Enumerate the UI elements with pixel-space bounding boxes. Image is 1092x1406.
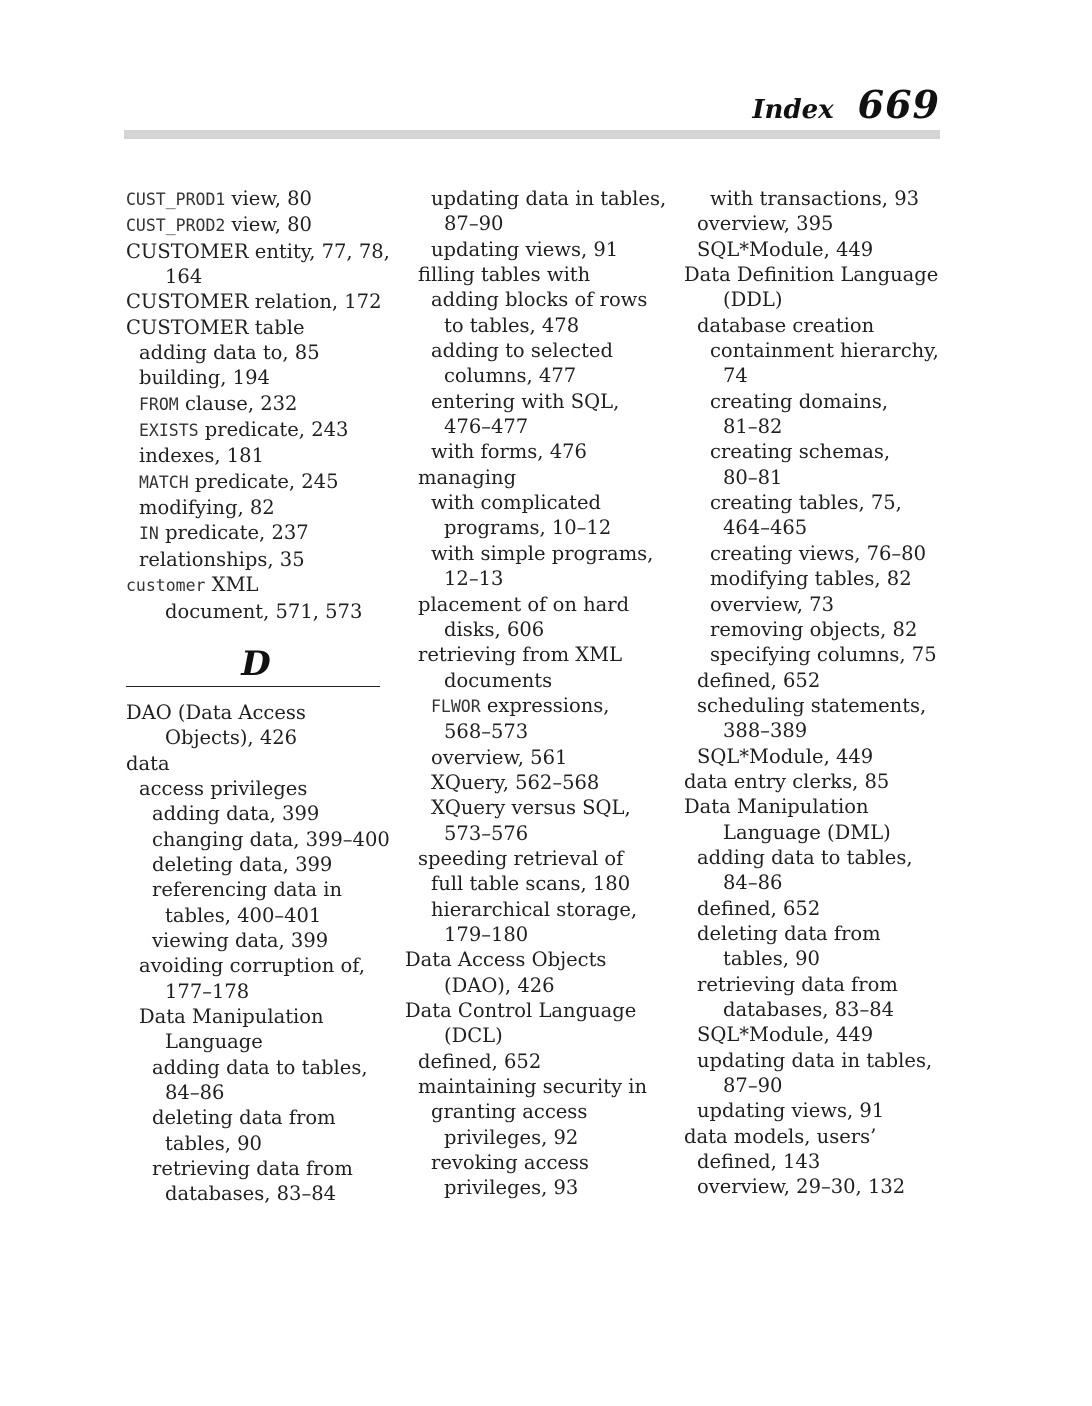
- entry-text: 87–90: [723, 1074, 783, 1098]
- index-entry: [684, 972, 944, 997]
- entry-text: 177–178: [165, 979, 250, 1003]
- index-entry: [126, 877, 386, 902]
- entry-text: managing: [418, 465, 517, 489]
- index-entry: [684, 439, 944, 464]
- index-entry: [684, 515, 944, 540]
- entry-text: filling tables with: [418, 263, 591, 287]
- entry-text: XQuery versus SQL,: [431, 796, 631, 820]
- index-entry: [405, 1099, 675, 1124]
- index-entry: [126, 469, 386, 495]
- index-entry: [684, 1098, 944, 1123]
- index-entry: [684, 794, 944, 819]
- entry-text: to tables, 478: [444, 313, 580, 337]
- entry-text: adding blocks of rows: [431, 288, 648, 312]
- entry-text: updating data in tables,: [697, 1048, 933, 1072]
- entry-text: defined, 652: [418, 1049, 542, 1073]
- entry-text: view, 80: [225, 213, 312, 237]
- entry-code-term: IN: [139, 524, 159, 544]
- entry-text: programs, 10–12: [444, 516, 612, 540]
- entry-text: CUSTOMER relation, 172: [126, 290, 382, 314]
- index-entry: [405, 1175, 675, 1200]
- entry-text: 84–86: [165, 1081, 225, 1104]
- index-entry: [684, 237, 944, 262]
- entry-text: with simple programs,: [431, 541, 654, 565]
- section-rule: [126, 686, 380, 687]
- entry-text: databases, 83–84: [723, 998, 895, 1021]
- entry-code-term: EXISTS: [139, 421, 199, 441]
- index-entry: [405, 973, 675, 998]
- index-entry: [684, 363, 944, 388]
- entry-text: databases, 83–84: [165, 1182, 337, 1206]
- index-entry: [684, 744, 944, 769]
- index-entry: [405, 414, 675, 439]
- entry-text: changing data, 399–400: [152, 827, 390, 851]
- entry-text: entering with SQL,: [431, 389, 620, 413]
- section-letter: D: [241, 643, 271, 684]
- entry-text: creating domains,: [710, 389, 889, 413]
- entry-text: DAO (Data Access: [126, 700, 306, 724]
- entry-text: access privileges: [139, 776, 308, 800]
- index-entry: [126, 751, 386, 776]
- index-entry: [126, 1080, 386, 1105]
- index-entry: [684, 1149, 944, 1174]
- entry-text: Language (DML): [723, 820, 891, 844]
- entry-text: Data Manipulation: [139, 1004, 324, 1028]
- index-entry: [405, 313, 675, 338]
- entry-text: overview, 395: [697, 212, 834, 236]
- index-entry: [684, 338, 944, 363]
- index-entry: [126, 315, 386, 340]
- index-entry: [126, 801, 386, 826]
- index-entry: [684, 313, 944, 338]
- index-entry: [405, 1074, 675, 1099]
- index-entry: [126, 1181, 386, 1206]
- index-entry: [684, 1124, 944, 1149]
- entry-text: data: [126, 751, 170, 775]
- entry-text: 80–81: [723, 465, 783, 489]
- entry-text: updating views, 91: [697, 1099, 885, 1123]
- index-entry: [405, 821, 675, 846]
- entry-text: privileges, 93: [444, 1176, 579, 1200]
- index-entry: [405, 541, 675, 566]
- entry-text: XQuery, 562–568: [431, 770, 600, 794]
- entry-text: overview, 561: [431, 745, 568, 769]
- index-entry: [126, 700, 386, 725]
- index-entry: [126, 953, 386, 978]
- index-entry: [405, 770, 675, 795]
- entry-text: deleting data, 399: [152, 852, 333, 876]
- entry-code-term: CUST_PROD1: [126, 190, 226, 209]
- entry-text: XML: [205, 573, 259, 597]
- entry-text: Data Access Objects: [405, 948, 607, 972]
- index-entry: [126, 572, 386, 598]
- page-number: 669: [857, 82, 940, 127]
- index-entry: [405, 871, 675, 896]
- entry-text: 87–90: [444, 212, 504, 236]
- entry-text: 164: [165, 265, 203, 289]
- index-entry: [684, 693, 944, 718]
- entry-text: retrieving data from: [152, 1157, 353, 1181]
- index-entry: [126, 1131, 386, 1156]
- entry-text: deleting data from: [152, 1106, 336, 1130]
- entry-text: indexes, 181: [139, 444, 264, 468]
- index-entry: [126, 776, 386, 801]
- index-entry: [684, 1022, 944, 1047]
- index-entry: [684, 769, 944, 794]
- index-entry: [405, 1150, 675, 1175]
- index-entry: [405, 745, 675, 770]
- entry-text: with forms, 476: [431, 440, 587, 464]
- entry-text: Language: [165, 1030, 263, 1054]
- entry-code-term: FLWOR: [431, 696, 481, 716]
- index-entry: [684, 921, 944, 946]
- index-entry: [126, 365, 386, 390]
- entry-code-term: CUST_PROD2: [126, 216, 226, 236]
- index-entry: [405, 515, 675, 540]
- index-entry: [405, 211, 675, 236]
- entry-text: Data Definition Language: [684, 263, 939, 287]
- index-entry: [405, 338, 675, 363]
- index-column-1: [126, 186, 390, 1207]
- index-entry: [405, 592, 675, 617]
- entry-text: data models, users’: [684, 1124, 877, 1148]
- entry-text: 476–477: [444, 415, 529, 439]
- index-entry: [684, 186, 944, 211]
- index-entry: [405, 947, 675, 972]
- entry-text: adding data to tables,: [152, 1055, 368, 1079]
- entry-text: database creation: [697, 313, 875, 337]
- index-entry: [126, 443, 386, 468]
- entry-text: documents: [444, 668, 553, 692]
- entry-text: specifying columns, 75: [710, 643, 937, 667]
- entry-text: full table scans, 180: [431, 872, 631, 896]
- index-entry: [684, 946, 944, 971]
- page-header: [124, 70, 940, 140]
- entry-text: adding to selected: [431, 339, 613, 363]
- entry-text: retrieving from XML: [418, 643, 623, 667]
- index-entry: [684, 997, 944, 1022]
- index-entry: [126, 599, 386, 624]
- entry-text: deleting data from: [697, 921, 881, 945]
- entry-text: 84–86: [723, 871, 783, 895]
- entry-text: referencing data in: [152, 878, 343, 902]
- index-entry: [405, 846, 675, 871]
- index-entry: [405, 719, 675, 744]
- index-entry: [684, 262, 944, 287]
- index-entry: [684, 541, 944, 566]
- index-entry: [126, 264, 386, 289]
- entry-text: CUSTOMER table: [126, 315, 305, 339]
- header-text: [752, 82, 940, 127]
- entry-text: clause, 232: [178, 391, 298, 415]
- header-rule: [124, 130, 940, 139]
- index-entry: [684, 566, 944, 591]
- entry-text: defined, 652: [697, 668, 821, 692]
- index-entry: [126, 520, 386, 546]
- index-entry: [684, 896, 944, 921]
- entry-text: creating tables, 75,: [710, 491, 902, 515]
- index-entry: [126, 852, 386, 877]
- entry-text: tables, 90: [723, 947, 820, 971]
- entry-text: Data Control Language: [405, 999, 637, 1022]
- entry-text: Objects), 426: [165, 726, 298, 750]
- entry-text: overview, 73: [710, 592, 834, 616]
- index-entry: [126, 1055, 386, 1080]
- entry-text: tables, 400–401: [165, 903, 322, 927]
- entry-text: removing objects, 82: [710, 617, 918, 641]
- entry-text: predicate, 245: [188, 469, 339, 493]
- index-entry: [684, 490, 944, 515]
- index-entry: [126, 928, 386, 953]
- index-entry: [126, 340, 386, 365]
- index-entry: [126, 903, 386, 928]
- index-entry: [405, 642, 675, 667]
- entry-text: granting access: [431, 1100, 588, 1124]
- index-entry: [126, 979, 386, 1004]
- index-entry: [126, 417, 386, 443]
- entry-text: CUSTOMER entity, 77, 78,: [126, 239, 390, 263]
- entry-text: creating views, 76–80: [710, 541, 926, 565]
- entry-code-term: customer: [126, 576, 206, 596]
- index-entry: [126, 547, 386, 572]
- entry-text: creating schemas,: [710, 440, 891, 464]
- entry-text: modifying, 82: [139, 496, 275, 520]
- entry-text: updating views, 91: [431, 237, 619, 261]
- index-entry: [405, 465, 675, 490]
- index-entry: [126, 239, 390, 264]
- index-entry: [405, 566, 675, 591]
- index-entry: [684, 642, 944, 667]
- entry-text: 179–180: [444, 922, 529, 946]
- entry-text: data entry clerks, 85: [684, 769, 890, 793]
- index-entry: [126, 212, 386, 238]
- index-entry: [405, 237, 675, 262]
- entry-text: overview, 29–30, 132: [697, 1175, 906, 1199]
- entry-text: placement of on hard: [418, 592, 630, 616]
- entry-text: privileges, 92: [444, 1125, 579, 1149]
- index-entry: [405, 922, 675, 947]
- entry-text: SQL*Module, 449: [697, 1023, 874, 1047]
- index-entry: [684, 617, 944, 642]
- index-entry: [684, 870, 944, 895]
- index-entry: [405, 897, 675, 922]
- entry-text: defined, 652: [697, 896, 821, 920]
- index-entry: [684, 389, 944, 414]
- entry-text: predicate, 243: [198, 418, 349, 442]
- entry-text: scheduling statements,: [697, 693, 927, 717]
- entry-text: SQL*Module, 449: [697, 237, 874, 261]
- index-entry: [126, 391, 386, 417]
- entry-text: 74: [723, 364, 748, 388]
- entry-text: 12–13: [444, 567, 504, 591]
- entry-text: adding data to, 85: [139, 341, 320, 365]
- index-entry: [405, 1125, 675, 1150]
- entry-text: document, 571, 573: [165, 599, 363, 623]
- entry-text: with complicated: [431, 491, 602, 515]
- entry-text: retrieving data from: [697, 972, 898, 996]
- index-entry: [684, 718, 944, 743]
- entry-text: Data Manipulation: [684, 795, 869, 819]
- index-entry: [405, 363, 675, 388]
- index-entry: [126, 186, 386, 212]
- entry-text: building, 194: [139, 366, 270, 390]
- entry-text: with transactions, 93: [710, 187, 920, 210]
- entry-text: 464–465: [723, 516, 808, 540]
- entry-text: maintaining security in: [418, 1075, 648, 1099]
- index-entry: [405, 262, 675, 287]
- index-entry: [405, 795, 675, 820]
- index-entry: [405, 693, 675, 719]
- index-entry: [684, 592, 944, 617]
- index-entry: [684, 1174, 944, 1199]
- entry-text: adding data to tables,: [697, 845, 913, 869]
- index-entry: [405, 1049, 675, 1074]
- entry-text: defined, 143: [697, 1150, 821, 1174]
- index-entry: [684, 1073, 944, 1098]
- index-entry: [684, 414, 944, 439]
- index-entry: [405, 439, 675, 464]
- index-entry: [405, 617, 675, 642]
- entry-text: SQL*Module, 449: [697, 744, 874, 768]
- header-label: Index: [752, 95, 834, 125]
- entry-text: expressions,: [480, 693, 610, 717]
- index-entry: [405, 490, 675, 515]
- entry-text: columns, 477: [444, 364, 577, 388]
- entry-text: hierarchical storage,: [431, 897, 638, 921]
- index-entry: [126, 289, 386, 314]
- index-entry: [126, 495, 386, 520]
- index-entry: [684, 1048, 944, 1073]
- index-entry: [684, 820, 944, 845]
- entry-text: relationships, 35: [139, 547, 305, 571]
- index-entry: [405, 998, 675, 1023]
- index-entry: [405, 1023, 675, 1048]
- entry-text: avoiding corruption of,: [139, 954, 365, 978]
- entry-code-term: FROM: [139, 394, 179, 414]
- index-entry: [126, 1004, 386, 1029]
- index-entry: [405, 186, 675, 211]
- index-entry: [126, 827, 390, 852]
- entry-text: view, 80: [225, 187, 312, 210]
- index-entry: [126, 725, 386, 750]
- index-entry: [126, 1156, 386, 1181]
- entry-text: tables, 90: [165, 1131, 262, 1155]
- index-entry: [684, 465, 944, 490]
- entry-text: 81–82: [723, 415, 783, 439]
- entry-text: adding data, 399: [152, 802, 320, 826]
- index-column-2: [405, 186, 675, 1201]
- entry-code-term: MATCH: [139, 472, 189, 492]
- entry-text: 568–573: [444, 720, 529, 744]
- entry-text: updating data in tables,: [431, 187, 667, 210]
- entry-text: modifying tables, 82: [710, 567, 912, 591]
- entry-text: viewing data, 399: [152, 928, 329, 952]
- index-entry: [684, 845, 944, 870]
- entry-text: (DDL): [723, 288, 783, 312]
- index-entry: [126, 1029, 386, 1054]
- entry-text: (DCL): [444, 1024, 503, 1048]
- entry-text: speeding retrieval of: [418, 846, 624, 870]
- entry-text: predicate, 237: [158, 521, 309, 545]
- index-entry: [405, 668, 675, 693]
- entry-text: containment hierarchy,: [710, 339, 939, 363]
- entry-text: (DAO), 426: [444, 973, 555, 997]
- entry-text: disks, 606: [444, 617, 545, 641]
- index-entry: [684, 668, 944, 693]
- index-entry: [126, 1105, 386, 1130]
- index-entry: [405, 287, 675, 312]
- section-heading: [126, 624, 386, 700]
- entry-text: 388–389: [723, 719, 808, 743]
- index-entry: [684, 287, 944, 312]
- index-entry: [405, 389, 675, 414]
- index-column-3: [684, 186, 944, 1200]
- entry-text: 573–576: [444, 821, 529, 845]
- index-entry: [684, 211, 944, 236]
- entry-text: revoking access: [431, 1151, 589, 1175]
